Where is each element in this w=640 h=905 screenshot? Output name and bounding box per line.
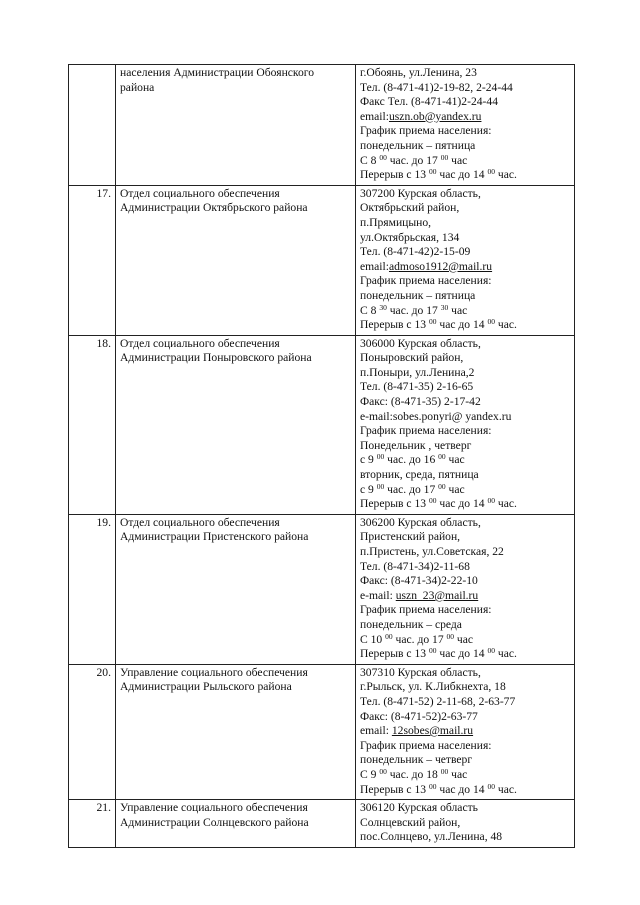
contact-text: п.Поныри, ул.Ленина,2 — [360, 365, 475, 379]
time-minutes: 00 — [487, 781, 495, 791]
contact-line — [360, 768, 570, 783]
time-minutes: 30 — [379, 302, 387, 312]
office-name-line: района — [120, 80, 155, 94]
contact-line — [360, 154, 570, 169]
contact-text: Перерыв с 13 — [360, 318, 429, 332]
contact-text: час до 14 — [436, 782, 488, 796]
time-minutes: 00 — [438, 452, 446, 462]
contact-text: час до 14 — [436, 647, 488, 661]
contact-text: с 9 — [360, 453, 377, 467]
contact-text: Поныровский район, — [360, 351, 464, 365]
contact-text: ул.Октябрьская, 134 — [360, 230, 460, 244]
contact-text: час — [448, 767, 468, 781]
contact-text: e-mail:sobes.ponyri@ yandex.ru — [360, 409, 512, 423]
contact-line — [360, 260, 570, 275]
contact-line — [360, 724, 570, 739]
contact-text: Тел. (8-471-52) 2-11-68, 2-63-77 — [360, 694, 516, 708]
contact-line — [360, 453, 570, 468]
email-link[interactable]: uszn.ob@yandex.ru — [388, 109, 482, 123]
time-minutes: 00 — [440, 152, 449, 162]
email-link[interactable]: 12sobes@mail.ru — [391, 724, 474, 738]
contact-text: Перерыв с 13 — [360, 168, 429, 182]
office-name — [116, 185, 356, 335]
contact-line — [360, 424, 570, 439]
contact-line — [360, 830, 570, 845]
contact-text: час — [445, 482, 465, 496]
row-number: 20. — [69, 664, 116, 799]
contact-line — [360, 530, 570, 545]
contact-line — [360, 95, 570, 110]
contact-line — [360, 81, 570, 96]
time-minutes: 00 — [487, 496, 495, 506]
time-minutes: 00 — [376, 452, 385, 462]
contact-text: час. до 17 — [386, 153, 441, 167]
contact-line — [360, 680, 570, 695]
contact-text: Тел. (8-471-34)2-11-68 — [360, 559, 470, 573]
email-link[interactable]: admoso1912@mail.ru — [388, 259, 493, 273]
contact-text: час — [454, 632, 474, 646]
contact-line — [360, 633, 570, 648]
time-minutes: 00 — [446, 631, 455, 641]
contact-text: Факс: (8-471-52)2-63-77 — [360, 709, 478, 723]
table-row — [69, 514, 575, 664]
contact-text: 307200 Курская область, — [360, 186, 481, 200]
contact-line — [360, 574, 570, 589]
contact-line — [360, 439, 570, 454]
contact-text: п.Прямицыно, — [360, 215, 432, 229]
office-name — [116, 664, 356, 799]
contact-line — [360, 124, 570, 139]
contact-text: час до 14 — [436, 318, 488, 332]
contact-text: Факс Тел. (8-471-41)2-24-44 — [360, 95, 498, 109]
office-name — [116, 335, 356, 514]
contact-text: г.Рыльск, ул. К.Либкнехта, 18 — [360, 680, 506, 694]
contact-text: с 9 — [360, 482, 377, 496]
contact-text: График приема населения: — [360, 274, 492, 288]
office-name-line: Управление социального обеспечения — [120, 665, 308, 679]
contact-line — [360, 666, 570, 681]
contact-text: час. до 17 — [386, 303, 441, 317]
contact-text: час. — [494, 318, 517, 332]
offices-table-body — [69, 65, 575, 848]
contact-text: С 8 — [360, 303, 380, 317]
contact-line — [360, 337, 570, 352]
office-contacts — [356, 800, 575, 848]
contact-text: Солнцевский район, — [360, 815, 461, 829]
contact-text: С 8 — [360, 153, 380, 167]
contact-line — [360, 753, 570, 768]
contact-text: понедельник – пятница — [360, 288, 476, 302]
contact-text: Тел. (8-471-41)2-19-82, 2-24-44 — [360, 80, 513, 94]
contact-text: График приема населения: — [360, 124, 492, 138]
time-minutes: 00 — [428, 781, 437, 791]
contact-text: Пристенский район, — [360, 530, 461, 544]
time-minutes: 00 — [385, 631, 393, 641]
contact-text: понедельник – среда — [360, 617, 462, 631]
contact-text: e-mail: — [360, 588, 396, 602]
office-contacts — [356, 65, 575, 186]
row-number: 19. — [69, 514, 116, 664]
contact-text: час — [448, 303, 468, 317]
contact-line — [360, 710, 570, 725]
contact-line — [360, 351, 570, 366]
time-minutes: 00 — [376, 481, 385, 491]
contact-text: час. до 17 — [384, 482, 439, 496]
row-number: 18. — [69, 335, 116, 514]
contact-line — [360, 783, 570, 798]
contact-text: час. до 16 — [384, 453, 439, 467]
contact-line — [360, 66, 570, 81]
contact-text: График приема населения: — [360, 424, 492, 438]
contact-text: График приема населения: — [360, 738, 492, 752]
time-minutes: 00 — [379, 766, 387, 776]
time-minutes: 00 — [428, 646, 437, 656]
contact-line — [360, 318, 570, 333]
contact-text: понедельник – четверг — [360, 753, 473, 767]
contact-line — [360, 231, 570, 246]
contact-line — [360, 168, 570, 183]
contact-line — [360, 289, 570, 304]
time-minutes: 00 — [440, 766, 449, 776]
contact-text: 307310 Курская область, — [360, 665, 481, 679]
contact-line — [360, 545, 570, 560]
row-number: 17. — [69, 185, 116, 335]
contact-line — [360, 139, 570, 154]
contact-text: час до 14 — [436, 168, 488, 182]
offices-table — [68, 64, 575, 848]
contact-line — [360, 603, 570, 618]
contact-line — [360, 483, 570, 498]
contact-text: Тел. (8-471-42)2-15-09 — [360, 245, 471, 259]
contact-line — [360, 647, 570, 662]
contact-text: email: — [360, 259, 389, 273]
office-contacts — [356, 335, 575, 514]
contact-text: час. до 18 — [386, 767, 441, 781]
office-name-line: Администрации Пристенского района — [120, 530, 309, 544]
contact-text: понедельник – пятница — [360, 138, 476, 152]
contact-text: вторник, среда, пятница — [360, 468, 479, 482]
table-row — [69, 335, 575, 514]
contact-text: Тел. (8-471-35) 2-16-65 — [360, 380, 474, 394]
contact-text: Факс: (8-471-35) 2-17-42 — [360, 395, 481, 409]
contact-text: Октябрьский район, — [360, 201, 460, 215]
contact-text: час — [445, 453, 465, 467]
office-contacts — [356, 514, 575, 664]
contact-line — [360, 516, 570, 531]
time-minutes: 00 — [438, 481, 446, 491]
table-row — [69, 664, 575, 799]
office-name-line: Администрации Октябрьского района — [120, 201, 308, 215]
contact-line — [360, 816, 570, 831]
contact-text: С 10 — [360, 632, 386, 646]
office-name-line: Отдел социального обеспечения — [120, 186, 280, 200]
contact-text: час. — [494, 168, 517, 182]
contact-text: 306200 Курская область, — [360, 515, 481, 529]
time-minutes: 00 — [428, 167, 437, 177]
contact-text: пос.Солнцево, ул.Ленина, 48 — [360, 830, 503, 844]
office-name — [116, 800, 356, 848]
contact-line — [360, 395, 570, 410]
office-name-line: Администрации Поныровского района — [120, 351, 312, 365]
contact-line — [360, 695, 570, 710]
office-contacts — [356, 664, 575, 799]
contact-text: Перерыв с 13 — [360, 647, 429, 661]
office-name-line: населения Администрации Обоянского — [120, 66, 315, 79]
contact-line — [360, 366, 570, 381]
contact-line — [360, 304, 570, 319]
contact-text: Понедельник , четверг — [360, 438, 472, 452]
contact-text: С 9 — [360, 767, 380, 781]
contact-line — [360, 468, 570, 483]
contact-text: График приема населения: — [360, 603, 492, 617]
contact-text: 306000 Курская область, — [360, 336, 481, 350]
office-name-line: Отдел социального обеспечения — [120, 515, 280, 529]
time-minutes: 00 — [487, 167, 495, 177]
contact-text: 306120 Курская область — [360, 801, 478, 815]
time-minutes: 30 — [440, 302, 449, 312]
office-name-line: Отдел социального обеспечения — [120, 336, 280, 350]
contact-text: час. до 17 — [392, 632, 447, 646]
row-number — [69, 65, 116, 186]
time-minutes: 00 — [487, 646, 495, 656]
contact-text: email: — [360, 724, 392, 738]
table-row — [69, 800, 575, 848]
contact-text: г.Обоянь, ул.Ленина, 23 — [360, 66, 477, 79]
contact-line — [360, 380, 570, 395]
office-name-line: Администрации Рыльского района — [120, 680, 292, 694]
contact-text: Факс: (8-471-34)2-22-10 — [360, 574, 478, 588]
contact-text: час. — [494, 647, 517, 661]
office-contacts — [356, 185, 575, 335]
contact-text: email: — [360, 109, 389, 123]
office-name — [116, 514, 356, 664]
contact-line — [360, 618, 570, 633]
contact-text: Перерыв с 13 — [360, 497, 429, 511]
contact-text: п.Пристень, ул.Советская, 22 — [360, 545, 504, 558]
contact-text: час до 14 — [436, 497, 488, 511]
time-minutes: 00 — [487, 317, 495, 327]
email-link[interactable]: uszn_23@mail.ru — [395, 588, 479, 602]
time-minutes: 00 — [379, 152, 387, 162]
office-name-line: Управление социального обеспечения — [120, 801, 308, 815]
contact-line — [360, 497, 570, 512]
contact-line — [360, 410, 570, 425]
office-name-line: Администрации Солнцевского района — [120, 815, 309, 829]
contact-text: час — [448, 153, 468, 167]
contact-line — [360, 216, 570, 231]
contact-line — [360, 201, 570, 216]
contact-line — [360, 274, 570, 289]
table-row — [69, 65, 575, 186]
office-name — [116, 65, 356, 186]
contact-text: час. — [494, 782, 517, 796]
time-minutes: 00 — [428, 317, 437, 327]
contact-line — [360, 110, 570, 125]
contact-text: Перерыв с 13 — [360, 782, 429, 796]
contact-text: час. — [494, 497, 517, 511]
time-minutes: 00 — [428, 496, 437, 506]
contact-line — [360, 245, 570, 260]
contact-line — [360, 589, 570, 604]
contact-line — [360, 187, 570, 202]
contact-line — [360, 801, 570, 816]
contact-line — [360, 739, 570, 754]
table-row — [69, 185, 575, 335]
contact-line — [360, 560, 570, 575]
row-number: 21. — [69, 800, 116, 848]
